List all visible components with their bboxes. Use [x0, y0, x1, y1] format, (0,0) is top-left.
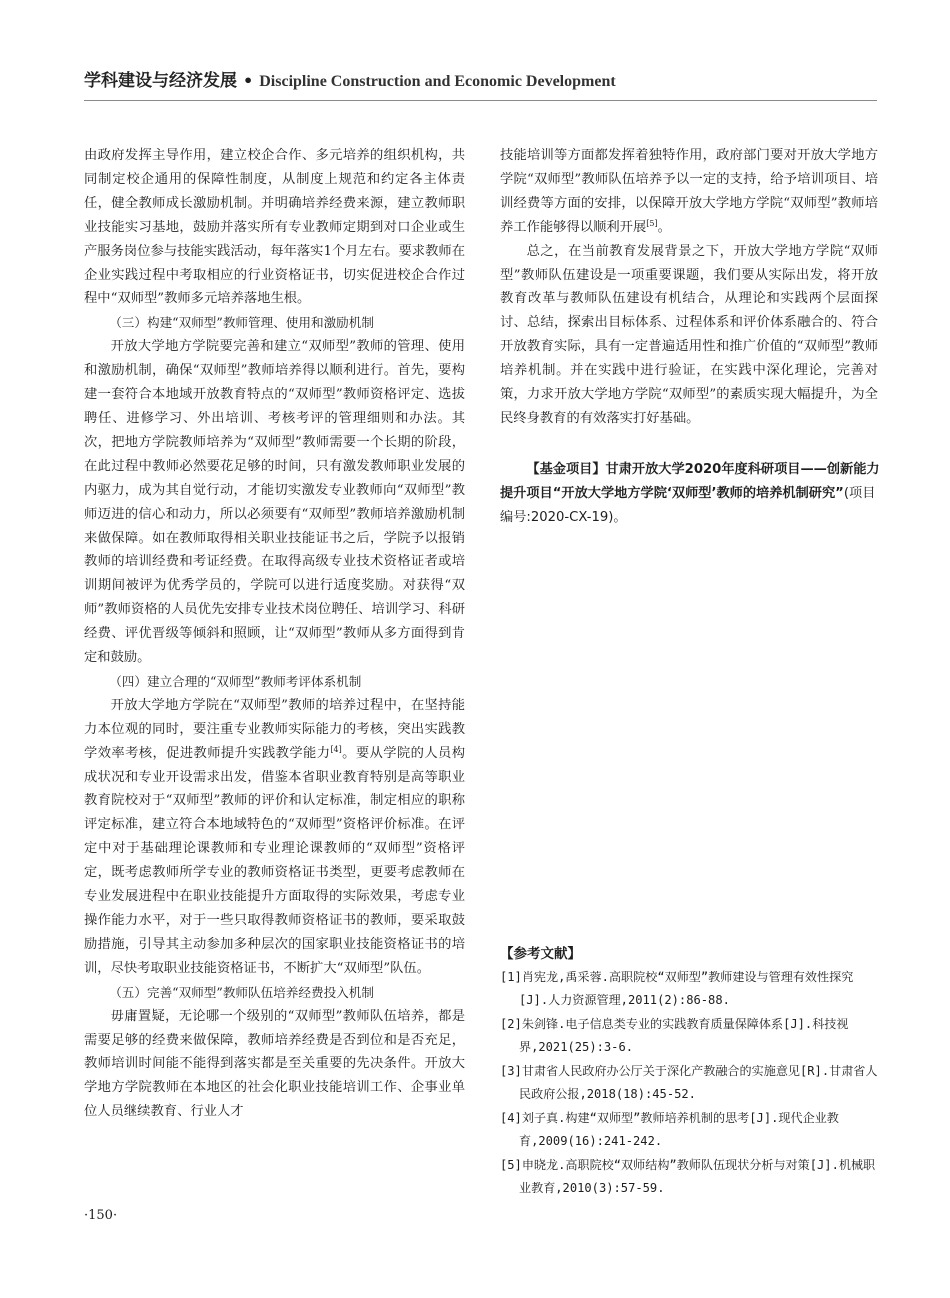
- header-rule: [84, 100, 877, 101]
- header-separator: •: [243, 71, 254, 90]
- paragraph: [500, 144, 878, 240]
- running-header: [84, 66, 877, 102]
- reference-item: [2]朱剑锋.电子信息类专业的实践教育质量保障体系[J].科技视界,2021(25):3-6.: [500, 1017, 849, 1054]
- reference-item: [5]申晓龙.高职院校“双师结构”教师队伍现状分析与对策[J].机械职业教育,2010(3):57-59.: [500, 1158, 876, 1195]
- fund-note: [500, 458, 880, 530]
- citation-marker: [5]: [646, 218, 658, 228]
- page-number: ·150·: [84, 1208, 118, 1223]
- section-heading: （四）建立合理的“双师型”教师考评体系机制: [109, 673, 362, 689]
- paragraph-text: 。要从学院的人员构成状况和专业开设需求出发，借鉴本省职业教育特别是高等职业教育院校对于“双师型”教师的评价和认定标准，制定相应的职称评定标准，建立符合本地域特色的“双师型”资格评价标准。在评定中对于基础理论课教师和专业理论课教师的“双师型”资格评定，既考虑教师所学专业的教师资格证书类型，更要考虑教师在专业发展进程中在职业技能提升方面取得的实际效果，考虑专业操作能力水平，对于一些只取得教师资格证书的教师，要采取鼓励措施，引导其主动参加多种层次的国家职业技能资格证书的培训，尽快考取职业技能资格证书，不断扩大“双师型”队伍。: [84, 745, 465, 976]
- citation-marker: [4]: [330, 744, 342, 754]
- references-section: [500, 943, 880, 1200]
- paragraph-text: 开放大学地方学院在“双师型”教师的培养过程中，在坚持能力本位观的同时，要注重专业教师实际能力的考核，突出实践教学效率考核，促进教师提升实践教学能力: [84, 697, 465, 761]
- paragraph: 开放大学地方学院要完善和建立“双师型”教师的管理、使用和激励机制，确保“双师型”教师培养得以顺利进行。首先，要构建一套符合本地域开放教育特点的“双师型”教师资格评定、选拔聘任、进修学习、外出培训、考核考评的管理细则和办法。其次，把地方学院教师培养为“双师型”教师需要一个长期的阶段，在此过程中教师必然要花足够的时间，只有激发教师职业发展的内驱力，成为其自觉行动，才能切实激发专业教师向“双师型”教师迈进的信心和动力，所以必须要有“双师型”教师培养激励机制来做保障。如在教师取得相关职业技能证书之后，学院予以报销教师的培训经费和考证经费。在取得高级专业技术资格证者或培训期间被评为优秀学员的，学院可以进行适度奖励。对获得“双师”教师资格的人员优先安排专业技术岗位聘任、培训学习、科研经费、评优晋级等倾斜和照顾，让“双师型”教师从多方面得到肯定和鼓励。: [84, 339, 465, 666]
- references-title: 【参考文献】: [500, 946, 581, 962]
- section-heading: （五）完善“双师型”教师队伍培养经费投入机制: [109, 984, 374, 1000]
- paragraph-text: 。: [657, 219, 671, 235]
- fund-text: 【基金项目】甘肃开放大学2020年度科研项目——创新能力提升项目“开放大学地方学院‘双师型’教师的培养机制研究”: [500, 462, 880, 501]
- reference-item: [3]甘肃省人民政府办公厅关于深化产教融合的实施意见[R].甘肃省人民政府公报,2018(18):45-52.: [500, 1064, 878, 1101]
- journal-title-cn: 学科建设与经济发展: [84, 71, 237, 91]
- paragraph: [84, 694, 465, 981]
- paragraph-text: 技能培训等方面都发挥着独特作用，政府部门要对开放大学地方学院“双师型”教师队伍培养予以一定的支持，给予培训项目、培训经费等方面的安排，以保障开放大学地方学院“双师型”教师培养工作能够得以顺利开展: [500, 148, 878, 235]
- reference-item: [4]刘子真.构建“双师型”教师培养机制的思考[J].现代企业教育,2009(16):241-242.: [500, 1111, 839, 1148]
- journal-title-en: Discipline Construction and Economic Development: [259, 73, 616, 90]
- fund-code: (项目编号:2020-CX-19)。: [500, 486, 876, 525]
- right-column: [500, 144, 878, 431]
- paragraph: 总之，在当前教育发展背景之下，开放大学地方学院“双师型”教师队伍建设是一项重要课题，我们要从实际出发，将开放教育改革与教师队伍建设有机结合，从理论和实践两个层面探讨、总结，探索出目标体系、过程体系和评价体系融合的、符合开放教育实际，具有一定普遍适用性和推广价值的“双师型”教师培养机制。并在实践中进行验证，在实践中深化理论，完善对策，力求开放大学地方学院“双师型”的素质实现大幅提升，为全民终身教育的有效落实打好基础。: [500, 243, 878, 426]
- section-heading: （三）构建“双师型”教师管理、使用和激励机制: [109, 315, 374, 331]
- reference-item: [1]肖宪龙,禹采蓉.高职院校“双师型”教师建设与管理有效性探究[J].人力资源管理,2011(2):86-88.: [500, 970, 854, 1007]
- paragraph: 毋庸置疑，无论哪一个级别的“双师型”教师队伍培养，都是需要足够的经费来做保障，教师培养经费是否到位和是否充足，教师培训时间能不能得到落实都是至关重要的先决条件。开放大学地方学院教师在本地区的社会化职业技能培训工作、企事业单位人员继续教育、行业人才: [84, 1008, 465, 1120]
- paragraph: 由政府发挥主导作用，建立校企合作、多元培养的组织机构，共同制定校企通用的保障性制度，从制度上规范和约定各主体责任，健全教师成长激励机制。并明确培养经费来源，建立教师职业技能实习基地，鼓励并落实所有专业教师定期到对口企业或生产服务岗位参与技能实践活动，每年落实1个月左右。要求教师在企业实践过程中考取相应的行业资格证书，切实促进校企合作过程中“双师型”教师多元培养落地生根。: [84, 148, 465, 307]
- left-column: [84, 144, 465, 1124]
